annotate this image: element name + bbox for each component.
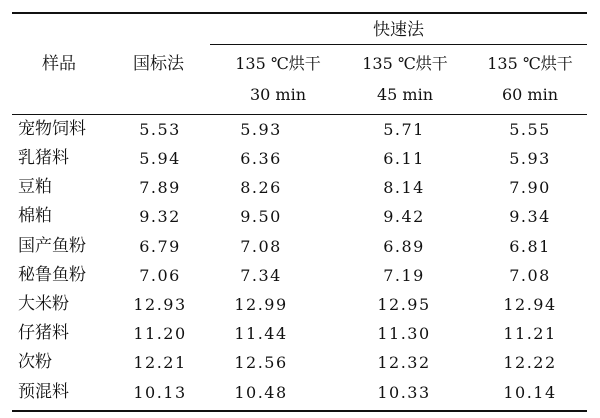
row-value-fast-30: 11.44 [234, 324, 288, 343]
row-value-fast-60: 5.93 [509, 149, 551, 168]
row-value-fast-30: 7.08 [240, 237, 282, 256]
row-value-fast-60: 9.34 [509, 207, 551, 226]
row-value-fast-45: 6.89 [383, 237, 425, 256]
row-sample-name: 大米粉 [18, 294, 69, 314]
row-value-fast-60: 11.21 [503, 324, 557, 343]
header-fast-45-line1: 135 ℃烘干 [362, 54, 448, 73]
row-value-fast-45: 8.14 [383, 178, 425, 197]
row-sample-name: 秘鲁鱼粉 [18, 265, 86, 285]
header-fast-30-line1: 135 ℃烘干 [235, 54, 321, 73]
row-value-fast-45: 6.11 [383, 149, 425, 168]
header-fast-method-group: 快速法 [373, 20, 424, 40]
row-value-fast-60: 10.14 [503, 383, 557, 402]
header-national-method: 国标法 [133, 54, 184, 74]
header-sample: 样品 [42, 54, 76, 74]
header-fast-60-line1: 135 ℃烘干 [487, 54, 573, 73]
row-sample-name: 宠物饲料 [18, 119, 86, 139]
row-value-fast-30: 10.48 [234, 383, 288, 402]
row-value-fast-60: 7.90 [509, 178, 551, 197]
row-value-fast-45: 9.42 [383, 207, 425, 226]
row-sample-name: 仔猪料 [18, 323, 69, 343]
row-value-national: 6.79 [139, 237, 181, 256]
header-fast-60-line2: 60 min [501, 85, 559, 104]
row-value-fast-45: 5.71 [383, 120, 425, 139]
row-value-fast-30: 6.36 [240, 149, 282, 168]
row-value-fast-60: 6.81 [509, 237, 551, 256]
row-value-national: 11.20 [133, 324, 187, 343]
group-underline [210, 44, 587, 45]
row-value-fast-30: 5.93 [240, 120, 282, 139]
row-value-fast-30: 12.56 [234, 353, 288, 372]
row-value-fast-60: 7.08 [509, 266, 551, 285]
header-fast-45-line2: 45 min [376, 85, 434, 104]
row-value-national: 12.93 [133, 295, 187, 314]
row-sample-name: 次粉 [18, 352, 52, 372]
header-bottom-rule [12, 114, 587, 115]
table-top-rule [12, 12, 587, 14]
row-value-national: 12.21 [133, 353, 187, 372]
row-value-fast-45: 12.32 [377, 353, 431, 372]
row-value-fast-45: 11.30 [377, 324, 431, 343]
row-value-national: 9.32 [139, 207, 181, 226]
row-value-fast-30: 8.26 [240, 178, 282, 197]
row-value-fast-30: 7.34 [240, 266, 282, 285]
row-value-fast-30: 12.99 [234, 295, 288, 314]
row-value-fast-60: 12.94 [503, 295, 557, 314]
row-value-fast-30: 9.50 [240, 207, 282, 226]
row-sample-name: 国产鱼粉 [18, 236, 86, 256]
row-value-fast-45: 10.33 [377, 383, 431, 402]
header-fast-30-line2: 30 min [249, 85, 307, 104]
row-value-national: 5.94 [139, 149, 181, 168]
row-value-fast-60: 5.55 [509, 120, 551, 139]
row-sample-name: 预混料 [18, 382, 69, 402]
table-bottom-rule [12, 410, 587, 412]
row-value-fast-60: 12.22 [503, 353, 557, 372]
row-value-national: 7.89 [139, 178, 181, 197]
row-value-fast-45: 7.19 [383, 266, 425, 285]
row-sample-name: 乳猪料 [18, 148, 69, 168]
row-value-fast-45: 12.95 [377, 295, 431, 314]
row-value-national: 5.53 [139, 120, 181, 139]
row-value-national: 7.06 [139, 266, 181, 285]
row-sample-name: 棉粕 [18, 206, 52, 226]
row-value-national: 10.13 [133, 383, 187, 402]
row-sample-name: 豆粕 [18, 177, 52, 197]
